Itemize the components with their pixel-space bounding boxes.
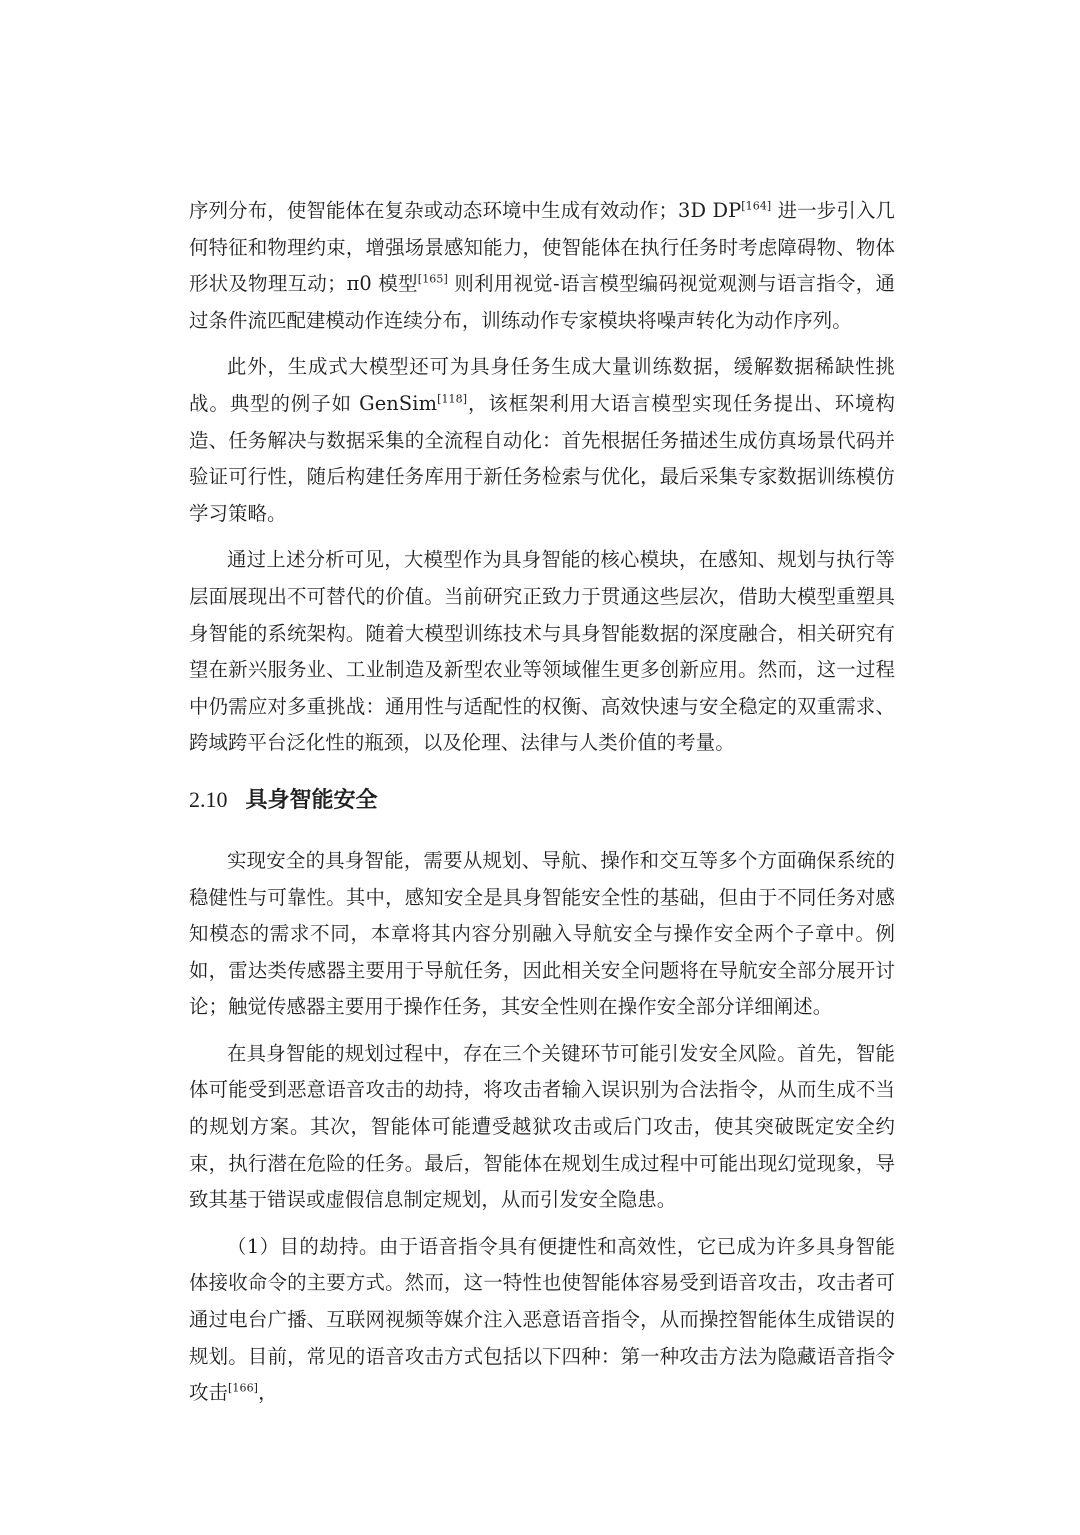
paragraph: 实现安全的具身智能，需要从规划、导航、操作和交互等多个方面确保系统的稳健性与可靠性。其中，感知安全是具身智能安全性的基础，但由于不同任务对感知模态的需求不同，本章将其内容分别融入导航安全与操作安全两个子章中。例如，雷达类传感器主要用于导航任务，因此相关安全问题将在导航安全部分展开讨论；触觉传感器主要用于操作任务，其安全性则在操作安全部分详细阐述。 <box>189 848 895 1019</box>
section-number: 2.10 <box>189 786 228 812</box>
paragraph: 此外，生成式大模型还可为具身任务生成大量训练数据，缓解数据稀缺性挑战。典型的例子如 GenSim[118]，该框架利用大语言模型实现任务提出、环境构造、任务解决与数据采集的全流程自动化：首先根据任务描述生成仿真场景代码并验证可行性，随后构建任务库用于新任务检索与优化，最后采集专家数据训练模仿学习策略。 <box>189 355 895 525</box>
citation-ref: [164] <box>741 199 772 213</box>
paragraph: 序列分布，使智能体在复杂或动态环境中生成有效动作；3D DP[164] 进一步引入几何特征和物理约束，增强场景感知能力，使智能体在执行任务时考虑障碍物、物体形状及物理互动；π0 模型[165] 则利用视觉-语言模型编码视觉观测与语言指令，通过条件流匹配建模动作连续分布，训练动作专家模块将噪声转化为动作序列。 <box>189 199 895 332</box>
paragraph: 在具身智能的规划过程中，存在三个关键环节可能引发安全风险。首先，智能体可能受到恶意语音攻击的劫持，将攻击者输入误识别为合法指令，从而生成不当的规划方案。其次，智能体可能遭受越狱攻击或后门攻击，使其突破既定安全约束，执行潜在危险的任务。最后，智能体在规划生成过程中可能出现幻觉现象，导致其基于错误或虚假信息制定规划，从而引发安全隐患。 <box>189 1041 895 1212</box>
citation-ref: [118] <box>437 392 468 406</box>
paragraph: （1）目的劫持。由于语音指令具有便捷性和高效性，它已成为许多具身智能体接收命令的主要方式。然而，这一特性也使智能体容易受到语音攻击，攻击者可通过电台广播、互联网视频等媒介注入恶意语音指令，从而操控智能体生成错误的规划。目前，常见的语音攻击方式包括以下四种：第一种攻击方法为隐藏语音指令攻击[166]， <box>189 1234 895 1405</box>
citation-ref: [165] <box>417 272 448 286</box>
section-title: 具身智能安全 <box>245 787 378 813</box>
bottom-paragraphs <box>189 843 895 1412</box>
section-heading <box>189 782 895 819</box>
paragraph: 通过上述分析可见，大模型作为具身智能的核心模块，在感知、规划与执行等层面展现出不可替代的价值。当前研究正致力于贯通这些层次，借助大模型重塑具身智能的系统架构。随着大模型训练技术与具身智能数据的深度融合，相关研究有望在新兴服务业、工业制造及新型农业等领域催生更多创新应用。然而，这一过程中仍需应对多重挑战：通用性与适配性的权衡、高效快速与安全稳定的双重需求、跨域跨平台泛化性的瓶颈，以及伦理、法律与人类价值的考量。 <box>189 548 895 755</box>
citation-ref: [166] <box>227 1381 259 1395</box>
page-content <box>189 193 895 1422</box>
top-paragraphs <box>189 193 895 762</box>
